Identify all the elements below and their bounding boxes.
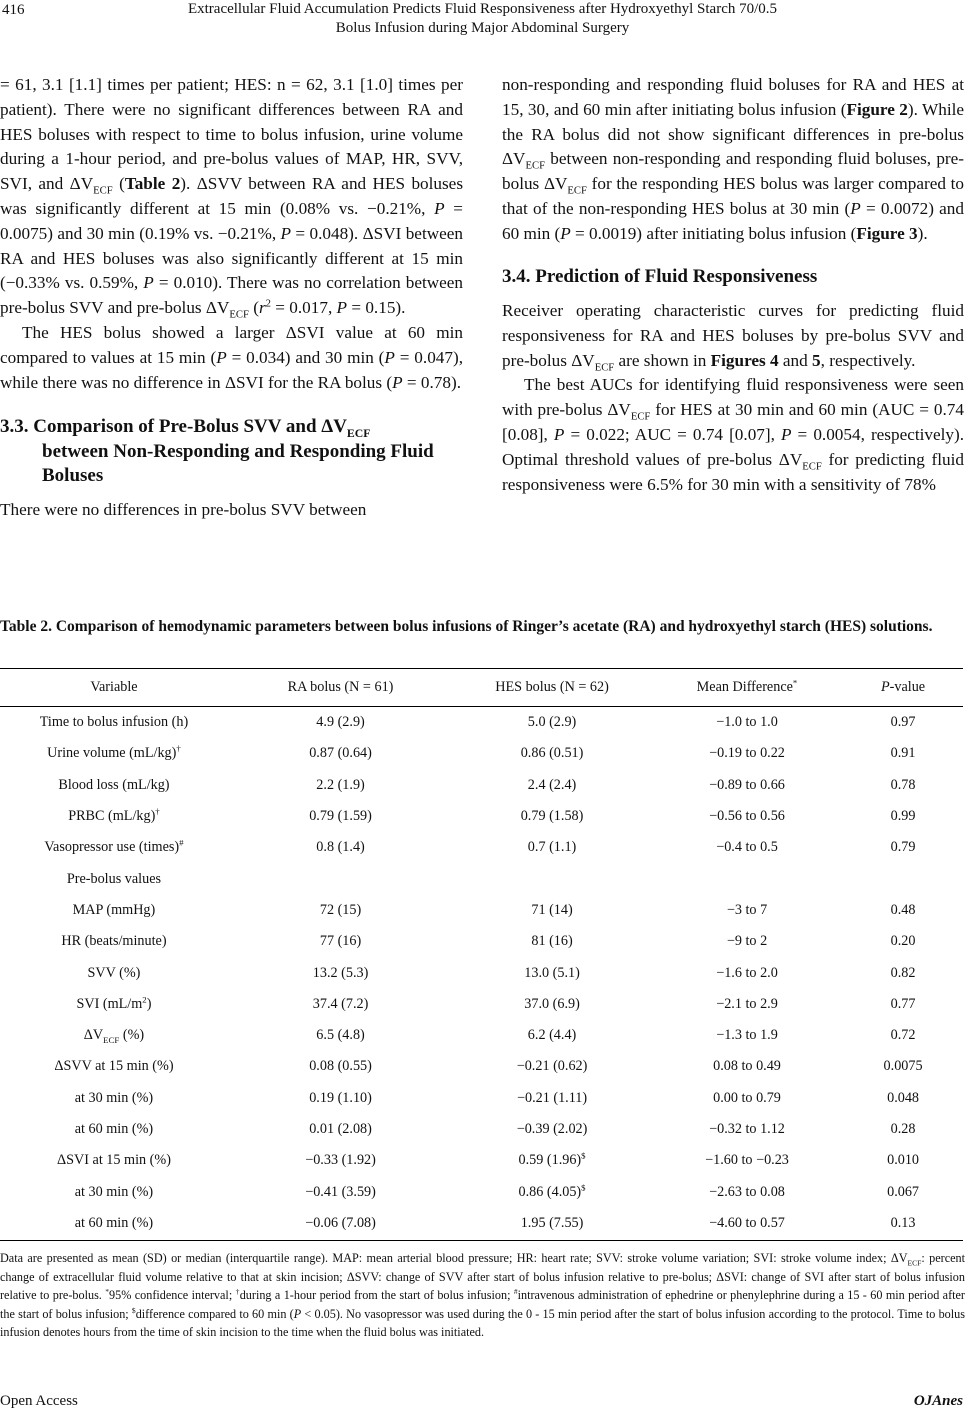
table-cell: 0.77 [890, 995, 916, 1012]
table-cell: 6.5 (4.8) [316, 1027, 365, 1044]
table-cell: Blood loss (mL/kg) [58, 776, 170, 793]
header-variable: Variable [0, 669, 228, 707]
table-cell [228, 863, 453, 894]
table-cell: $\Delta V_{ECF}$ (%) [83, 1027, 145, 1045]
table-cell: −0.41 (3.59) [305, 1183, 376, 1200]
table-cell: 0.86 (0.51) [520, 745, 584, 762]
header-p-value: P-value [843, 669, 963, 707]
table-cell: SVI $(mL/m^2)$ [76, 994, 152, 1012]
table-cell [453, 863, 651, 894]
table-cell: 4.9 (2.9) [316, 714, 365, 731]
table-cell: −0.06 (7.08) [228, 1208, 453, 1241]
table-cell: 37.0 (6.9) [524, 995, 580, 1012]
table-cell: HR (beats/minute) [61, 933, 167, 950]
table-cell: Urine volume (mL/kg)† [47, 743, 181, 762]
table-cell: 72 (15) [319, 901, 362, 918]
running-title [0, 0, 965, 38]
table-cell: 13.2 (5.3) [312, 964, 369, 981]
table-cell: −0.21 (1.11) [516, 1089, 588, 1106]
table-cell: 0.7 (1.1) [527, 839, 577, 856]
table-cell: 0.28 [890, 1121, 916, 1137]
table-cell: ΔSVI at 15 min (%) [56, 1152, 171, 1169]
table-cell: 0.87 (0.64) [309, 745, 372, 762]
table-cell: 0.97 [890, 714, 916, 731]
table-cell: 0.08 (0.55) [309, 1058, 372, 1075]
table-cell: 0.99 [890, 808, 916, 825]
table-row [0, 738, 963, 769]
table-cell: −0.32 to 1.12 [709, 1121, 785, 1137]
table-cell: 37.4 (7.2) [312, 995, 369, 1012]
table-cell: −1.0 to 1.0 [716, 714, 778, 731]
left-paragraph-1: = 61, 3.1 [1.1] times per patient; HES: n = 62, 3.1 [1.0] times per patient). There were no significant differences between RA and HES boluses with respect to time to bolus infusion, urine volume during a 1-hour period, and pre-bolus values of MAP, HR, SVV, SVI, and $\Delta V_{ECF}$ (Table 2). ΔSVV between RA and HES boluses was significantly different at 15 min (0.08% vs. −0.21%, P = 0.0075) and 30 min (0.19% vs. −0.21%, P = 0.048). ΔSVI between RA and HES boluses was also significantly different at 15 min (−0.33% vs. 0.59%, P = 0.010). There was no correlation between pre-bolus SVV and pre-bolus $\Delta V_{ECF}$ ($r^2 = 0.017$, P = 0.15). [0, 75, 464, 321]
table-cell: 0.79 (1.58) [520, 808, 584, 825]
table-cell: 0.01 (2.08) [309, 1121, 372, 1137]
table-cell: 0.13 [843, 1208, 963, 1241]
table-row [0, 926, 963, 957]
left-paragraph-3: There were no differences in pre-bolus SVV between [0, 499, 367, 519]
table-cell: at 60 min (%) [74, 1121, 154, 1137]
table-cell: −2.1 to 2.9 [716, 995, 778, 1012]
table-cell: PRBC (mL/kg)† [68, 806, 160, 825]
table-cell: −0.89 to 0.66 [709, 776, 785, 793]
left-paragraph-2: The HES bolus showed a larger ΔSVI value at 60 min compared to values at 15 min (P = 0.034) and 30 min (P = 0.047), while there was no difference in ΔSVI for the RA bolus (P = 0.78). [0, 322, 463, 392]
table-row [0, 707, 963, 739]
table-cell: 0.59 (1.96)$ [518, 1150, 586, 1169]
right-paragraph-2: Receiver operating characteristic curves for predicting fluid responsiveness for RA and HES boluses by pre-bolus SVV and pre-bolus $\Delta V_{ECF}$ are shown in Figures 4 and 5, respectively. [502, 301, 964, 374]
table-cell: SVV (%) [87, 964, 141, 981]
table-cell: 0.010 [887, 1152, 920, 1169]
table-cell: at 60 min (%) [0, 1208, 228, 1241]
header-ra-bolus: RA bolus (N = 61) [228, 669, 453, 707]
table-cell: ΔSVV at 15 min (%) [54, 1058, 174, 1075]
table-row [0, 1051, 963, 1082]
table-cell: 6.2 (4.4) [527, 1027, 577, 1044]
table-cell: 2.4 (2.4) [527, 776, 577, 793]
table-cell: 2.2 (1.9) [316, 776, 365, 793]
table-cell: −0.33 (1.92) [305, 1152, 376, 1169]
footer-journal: OJAnes [913, 1393, 963, 1409]
table-cell: 0.78 [890, 776, 916, 793]
right-column [502, 73, 964, 497]
table-cell: at 30 min (%) [74, 1089, 154, 1106]
table-cell: −2.63 to 0.08 [709, 1183, 785, 1200]
table-cell: 0.79 (1.59) [309, 808, 372, 825]
table-cell: Time to bolus infusion (h) [39, 714, 189, 731]
table-cell: −1.60 to −0.23 [705, 1152, 789, 1169]
running-title-line-2: Bolus Infusion during Major Abdominal Surgery [335, 20, 630, 36]
table-cell: 0.91 [890, 745, 916, 762]
table-row [0, 1083, 963, 1114]
footer-open-access: Open Access [0, 1393, 78, 1409]
table-cell [843, 863, 963, 894]
table-cell: 0.82 [890, 964, 916, 981]
table-cell: Pre-bolus values [66, 870, 162, 887]
table-cell: −1.6 to 2.0 [716, 964, 778, 981]
table-row [0, 832, 963, 863]
table-row [0, 1145, 963, 1176]
table-row [0, 989, 963, 1020]
table-cell: 0.72 [890, 1027, 916, 1044]
right-paragraph-1: non-responding and responding fluid boluses for RA and HES at 15, 30, and 60 min after initiating bolus infusion (Figure 2). While the RA bolus did not show significant differences in pre-bolus $\Delta V_{ECF}$ between non-responding and responding fluid boluses, pre-bolus $\Delta V_{ECF}$ for the responding HES bolus was larger compared to that of the non-responding HES bolus at 30 min (P = 0.0072) and 60 min (P = 0.0019) after initiating bolus infusion (Figure 3). [502, 75, 964, 243]
table-header-row [0, 669, 963, 707]
table-row [0, 1176, 963, 1207]
table-cell: −0.39 (2.02) [516, 1121, 588, 1137]
running-title-line-1: Extracellular Fluid Accumulation Predicts Fluid Responsiveness after Hydroxyethyl Starch 70/0.5 [187, 1, 778, 17]
section-heading-3-4: 3.4. Prediction of Fluid Responsiveness [502, 265, 818, 287]
page-number: 416 [2, 2, 25, 18]
table-cell: −9 to 2 [726, 933, 768, 950]
section-heading-3-3: 3.3. Comparison of Pre-Bolus SVV and $\Delta V_{ECF}$ between Non-Responding and Responding Fluid Boluses [0, 416, 434, 487]
table-cell: 0.20 [890, 933, 916, 950]
right-paragraph-3: The best AUCs for identifying fluid responsiveness were seen with pre-bolus $\Delta V_{ECF}$ for HES at 30 min and 60 min (AUC = 0.74 [0.08], P = 0.022; AUC = 0.74 [0.07], P = 0.0054, respectively). Optimal threshold values of pre-bolus $\Delta V_{ECF}$ for predicting fluid responsiveness were 6.5% for 30 min with a sensitivity of 78% [502, 375, 965, 494]
table-row [0, 863, 963, 894]
table-cell: MAP (mmHg) [72, 901, 156, 918]
table-row [0, 1114, 963, 1145]
table-cell: 5.0 (2.9) [527, 714, 577, 731]
table-cell: 0.0075 [883, 1058, 923, 1075]
header-hes-bolus: HES bolus (N = 62) [453, 669, 651, 707]
table-cell: −0.21 (0.62) [516, 1058, 588, 1075]
table-cell: at 30 min (%) [74, 1183, 154, 1200]
table-caption: Table 2. Comparison of hemodynamic parameters between bolus infusions of Ringer’s acetate (RA) and hydroxyethyl starch (HES) solutions. [0, 618, 933, 635]
table-cell: 81 (16) [531, 933, 573, 950]
table-cell: Vasopressor use (times)# [44, 837, 184, 856]
table-cell: 0.067 [887, 1183, 920, 1200]
table-row [0, 1020, 963, 1051]
left-column [0, 73, 463, 523]
table-cell: 1.95 (7.55) [453, 1208, 651, 1241]
table-cell [651, 863, 843, 894]
table-cell: −0.19 to 0.22 [709, 745, 785, 762]
table-cell: 0.048 [887, 1089, 920, 1106]
table-row [0, 957, 963, 988]
table-row [0, 801, 963, 832]
table-cell: 0.8 (1.4) [316, 839, 365, 856]
table-cell: 13.0 (5.1) [524, 964, 580, 981]
table-cell: 0.19 (1.10) [309, 1089, 372, 1106]
table-cell: −0.4 to 0.5 [716, 839, 778, 856]
table-row [0, 1208, 963, 1241]
header-mean-difference: Mean Difference* [651, 669, 843, 707]
table-2 [0, 668, 963, 1241]
table-cell: −3 to 7 [726, 901, 768, 918]
table-row [0, 895, 963, 926]
table-cell: 0.08 to 0.49 [713, 1058, 781, 1075]
table-cell: 0.48 [890, 901, 916, 918]
table-cell: 0.79 [890, 839, 916, 856]
table-cell: 71 (14) [531, 901, 573, 918]
table-cell: −0.56 to 0.56 [709, 808, 785, 825]
table-cell: 0.00 to 0.79 [713, 1089, 781, 1106]
table-cell: −4.60 to 0.57 [651, 1208, 843, 1241]
table-cell: 77 (16) [319, 933, 362, 950]
table-cell: 0.86 (4.05)$ [518, 1181, 586, 1200]
table-row [0, 770, 963, 801]
table-cell: −1.3 to 1.9 [716, 1027, 778, 1044]
table-footnote: Data are presented as mean (SD) or median (interquartile range). MAP: mean arterial blood pressure; HR: heart rate; SVV: stroke volume variation; SVI: stroke volume index; $\Delta V_{ECF}$: percent change of extracellular fluid volume relative to that at skin incision; ΔSVV: change of SVV after start of bolus infusion relative to pre-bolus; ΔSVI: change of SVI after start of bolus infusion relative to pre-bolus. *95% confidence interval; †during a 1-hour period from the start of bolus infusion; #intravenous administration of ephedrine or phenylephrine during a 15 - 60 min period after the start of bolus infusion; $difference compared to 60 min (P < 0.05). No vasopressor was used during the 0 - 15 min period after the start of bolus infusion according to the protocol. Time to bolus infusion denotes hours from the time of skin incision to the time when the fluid bolus was initiated. [0, 1251, 965, 1339]
